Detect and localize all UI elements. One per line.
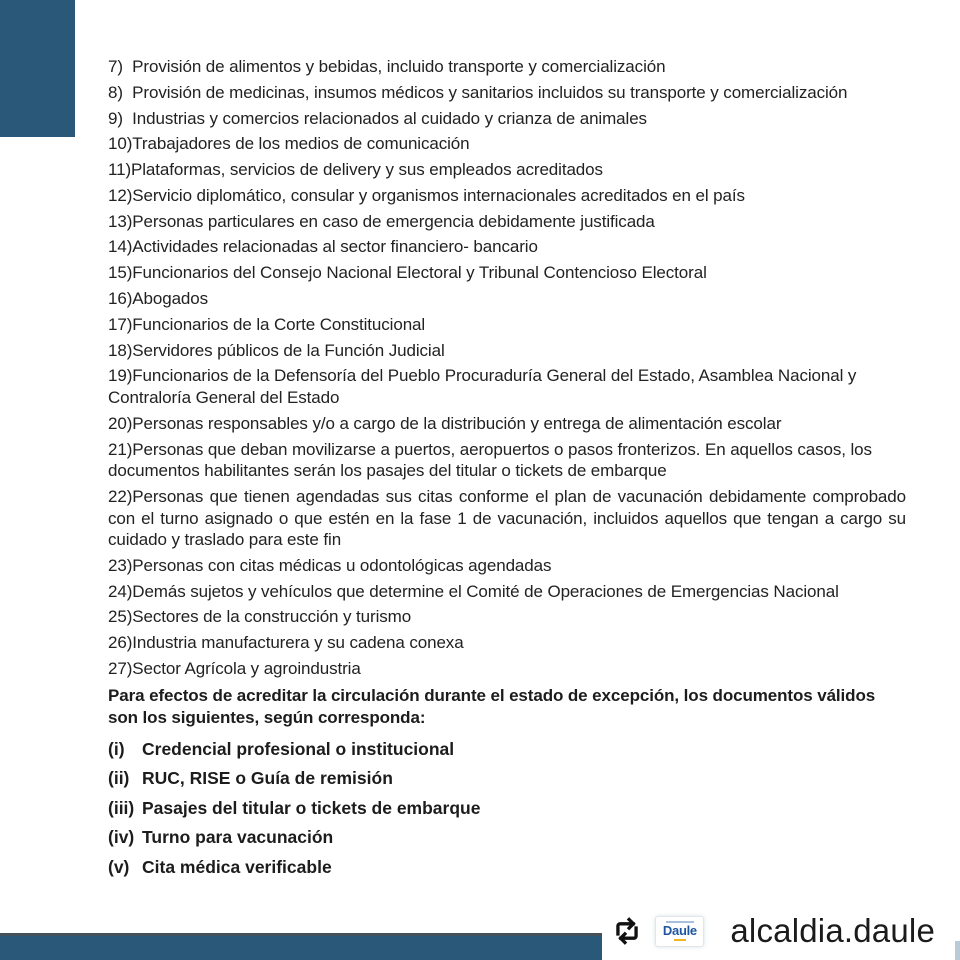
numbered-list-item: 7) Provisión de alimentos y bebidas, incluido transporte y comercialización [108, 57, 666, 76]
numbered-list-item: 25)Sectores de la construcción y turismo [108, 607, 412, 627]
attribution [611, 911, 935, 951]
document-body [108, 56, 906, 886]
documents-heading: Para efectos de acreditar la circulación durante el estado de excepción, los documentos válidos son los siguientes, según corresponda: [108, 685, 876, 728]
numbered-list-item: 18)Servidores públicos de la Función Judicial [108, 340, 445, 360]
numbered-list-item: 19)Funcionarios de la Defensoría del Pueblo Procuraduría General del Estado, Asamblea Nacional y Contraloría General del Estado [108, 366, 857, 407]
numbered-list-item: 21)Personas que deban movilizarse a puertos, aeropuertos o pasos fronterizos. En aquellos casos, los documentos habilitantes serán los pasajes del titular o tickets de embarque [108, 439, 872, 481]
numbered-list-item: 11)Plataformas, servicios de delivery y sus empleados acreditados [108, 160, 603, 180]
item-label: Cita médica verificable [142, 856, 332, 877]
numbered-list-item: 26)Industria manufacturera y su cadena conexa [108, 633, 464, 653]
repost-icon[interactable] [611, 914, 643, 948]
logo-decoration-underline [674, 939, 686, 941]
item-label: Turno para vacunación [142, 827, 334, 848]
numbered-list-item: 17)Funcionarios de la Corte Constitucional [108, 314, 426, 334]
corner-accent-block [0, 0, 75, 137]
item-label: Pasajes del titular o tickets de embarque [142, 797, 481, 818]
numbered-list-item: 16)Abogados [108, 289, 209, 309]
numbered-list [108, 56, 906, 680]
credential-item [108, 768, 906, 789]
numbered-list-item: 14)Actividades relacionadas al sector financiero- bancario [108, 237, 538, 257]
numbered-list-item: 10)Trabajadores de los medios de comunicación [108, 134, 470, 154]
item-numeral: (v) [108, 856, 130, 877]
numbered-list-item: 20)Personas responsables y/o a cargo de la distribución y entrega de alimentación escolar [108, 413, 782, 433]
daule-logo [655, 916, 704, 947]
credential-item [108, 827, 906, 848]
corner-sliver [955, 941, 960, 960]
account-name[interactable]: alcaldia.daule [730, 912, 935, 949]
item-label: Credencial profesional o institucional [142, 738, 455, 759]
item-numeral: (i) [108, 738, 125, 759]
numbered-list-item: 9) Industrias y comercios relacionados al cuidado y crianza de animales [108, 108, 647, 128]
item-numeral: (iii) [108, 797, 135, 818]
credential-item [108, 798, 906, 819]
item-numeral: (ii) [108, 768, 130, 789]
item-numeral: (iv) [108, 827, 135, 848]
numbered-list-item: 15)Funcionarios del Consejo Nacional Electoral y Tribunal Contencioso Electoral [108, 263, 707, 283]
footer-bar [0, 933, 602, 960]
numbered-list-item: 13)Personas particulares en caso de emergencia debidamente justificada [108, 211, 655, 231]
numbered-list-item: 22)Personas que tienen agendadas sus citas conforme el plan de vacunación debidamente comprobado con el turno asignado o que estén en la fase 1 de vacunación, incluidos aquellos que tengan a cargo su cuidado y traslado para este fin [108, 486, 906, 550]
credential-item [108, 857, 906, 878]
item-label: RUC, RISE o Guía de remisión [142, 768, 393, 789]
credential-item [108, 739, 906, 760]
credential-list [108, 739, 906, 878]
numbered-list-item: 12)Servicio diplomático, consular y organismos internacionales acreditados en el país [108, 185, 745, 205]
logo-text: Daule [662, 923, 697, 938]
numbered-list-item: 23)Personas con citas médicas u odontológicas agendadas [108, 555, 552, 575]
numbered-list-item: 27)Sector Agrícola y agroindustria [108, 659, 361, 678]
numbered-list-item: 24)Demás sujetos y vehículos que determine el Comité de Operaciones de Emergencias Nacional [108, 581, 839, 601]
numbered-list-item: 8) Provisión de medicinas, insumos médicos y sanitarios incluidos su transporte y comercialización [108, 82, 848, 102]
